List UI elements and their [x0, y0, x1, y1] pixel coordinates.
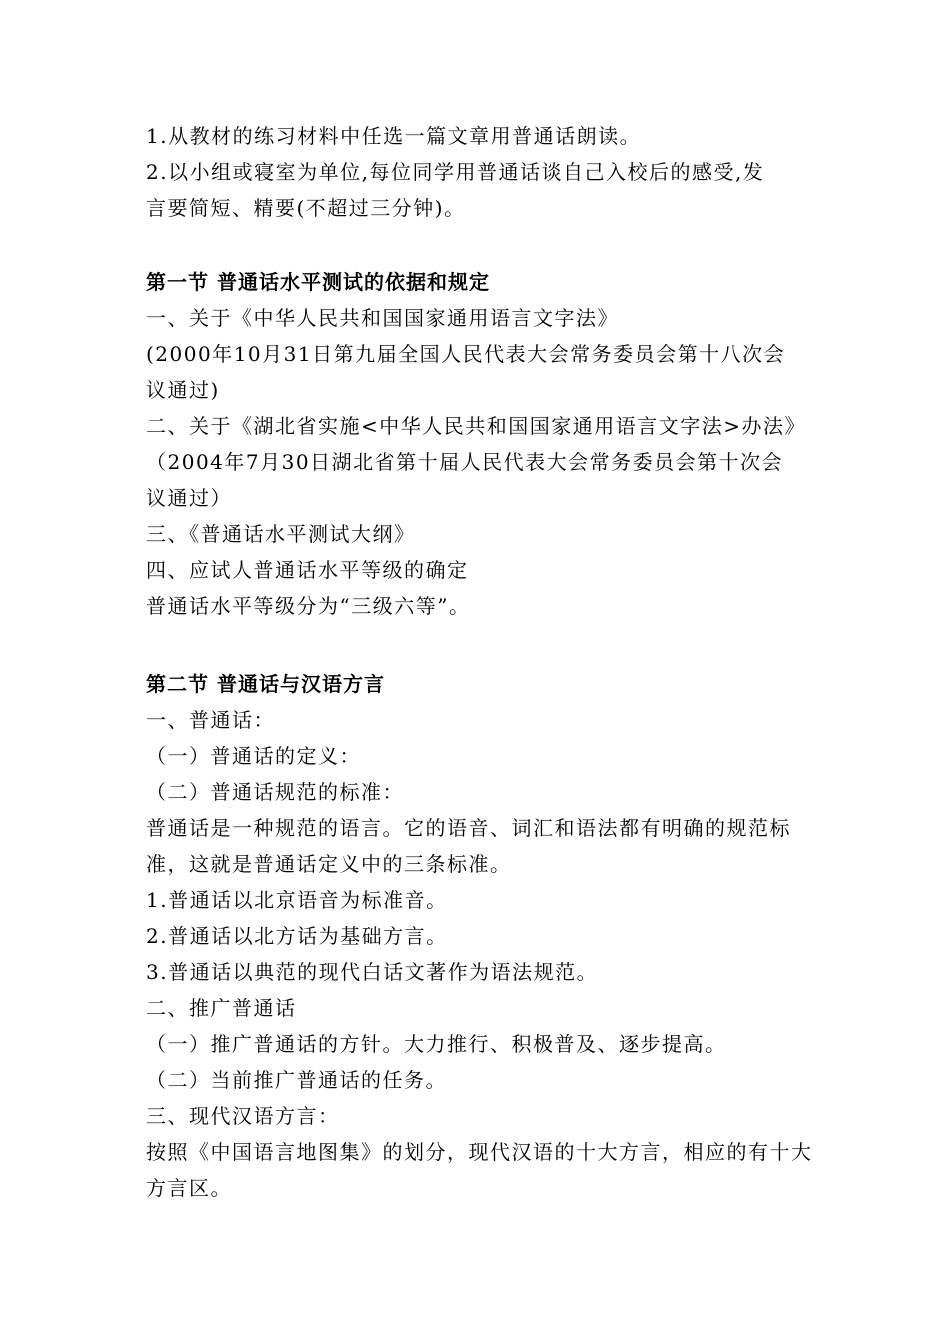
section-1-title: 第一节 普通话水平测试的依据和规定 — [146, 270, 490, 294]
section-2-line: 普通话是一种规范的语言。它的语音、词汇和语法都有明确的规范标 — [146, 816, 791, 840]
practice-list — [146, 118, 816, 226]
section-1-line: (2000年10月31日第九届全国人民代表大会常务委员会第十八次会 — [146, 342, 786, 366]
section-1-line: （2004年7月30日湖北省第十届人民代表大会常务委员会第十次会 — [146, 450, 784, 474]
section-2 — [146, 666, 816, 1206]
section-2-line: （一）普通话的定义： — [146, 744, 361, 768]
section-2-line: （二）当前推广普通话的任务。 — [146, 1068, 447, 1092]
section-2-line: 二、推广普通话 — [146, 996, 297, 1020]
practice-item-2-line-1: 2.以小组或寝室为单位,每位同学用普通话谈自己入校后的感受,发 — [146, 160, 765, 184]
section-1-line: 二、关于《湖北省实施<中华人民共和国国家通用语言文字法>办法》 — [146, 414, 807, 438]
section-1-line: 三、《普通话水平测试大纲》 — [146, 522, 416, 546]
section-2-line: （二）普通话规范的标准： — [146, 780, 404, 804]
section-2-line: 1.普通话以北京语音为标准音。 — [146, 888, 448, 912]
section-2-line: 三、现代汉语方言： — [146, 1104, 340, 1128]
section-1-line: 议通过) — [146, 378, 220, 402]
document-page — [146, 118, 816, 1206]
section-1 — [146, 264, 816, 624]
section-2-line: 2.普通话以北方话为基础方言。 — [146, 924, 448, 948]
practice-item-1: 1.从教材的练习材料中任选一篇文章用普通话朗读。 — [146, 124, 642, 148]
section-2-line: （一）推广普通话的方针。大力推行、积极普及、逐步提高。 — [146, 1032, 727, 1056]
section-2-title: 第二节 普通话与汉语方言 — [146, 672, 385, 696]
section-1-line: 一、关于《中华人民共和国国家通用语言文字法》 — [146, 306, 619, 330]
section-2-line: 按照《中国语言地图集》的划分，现代汉语的十大方言，相应的有十大 — [146, 1140, 813, 1164]
practice-item-2-line-2: 言要简短、精要(不超过三分钟)。 — [146, 196, 466, 220]
section-2-line: 一、普通话： — [146, 708, 275, 732]
section-2-line: 方言区。 — [146, 1176, 232, 1200]
section-1-line: 普通话水平等级分为“三级六等”。 — [146, 594, 471, 618]
section-1-line: 四、应试人普通话水平等级的确定 — [146, 558, 469, 582]
section-2-line: 3.普通话以典范的现代白话文著作为语法规范。 — [146, 960, 599, 984]
section-1-line: 议通过） — [146, 486, 232, 510]
section-2-line: 准，这就是普通话定义中的三条标准。 — [146, 852, 512, 876]
